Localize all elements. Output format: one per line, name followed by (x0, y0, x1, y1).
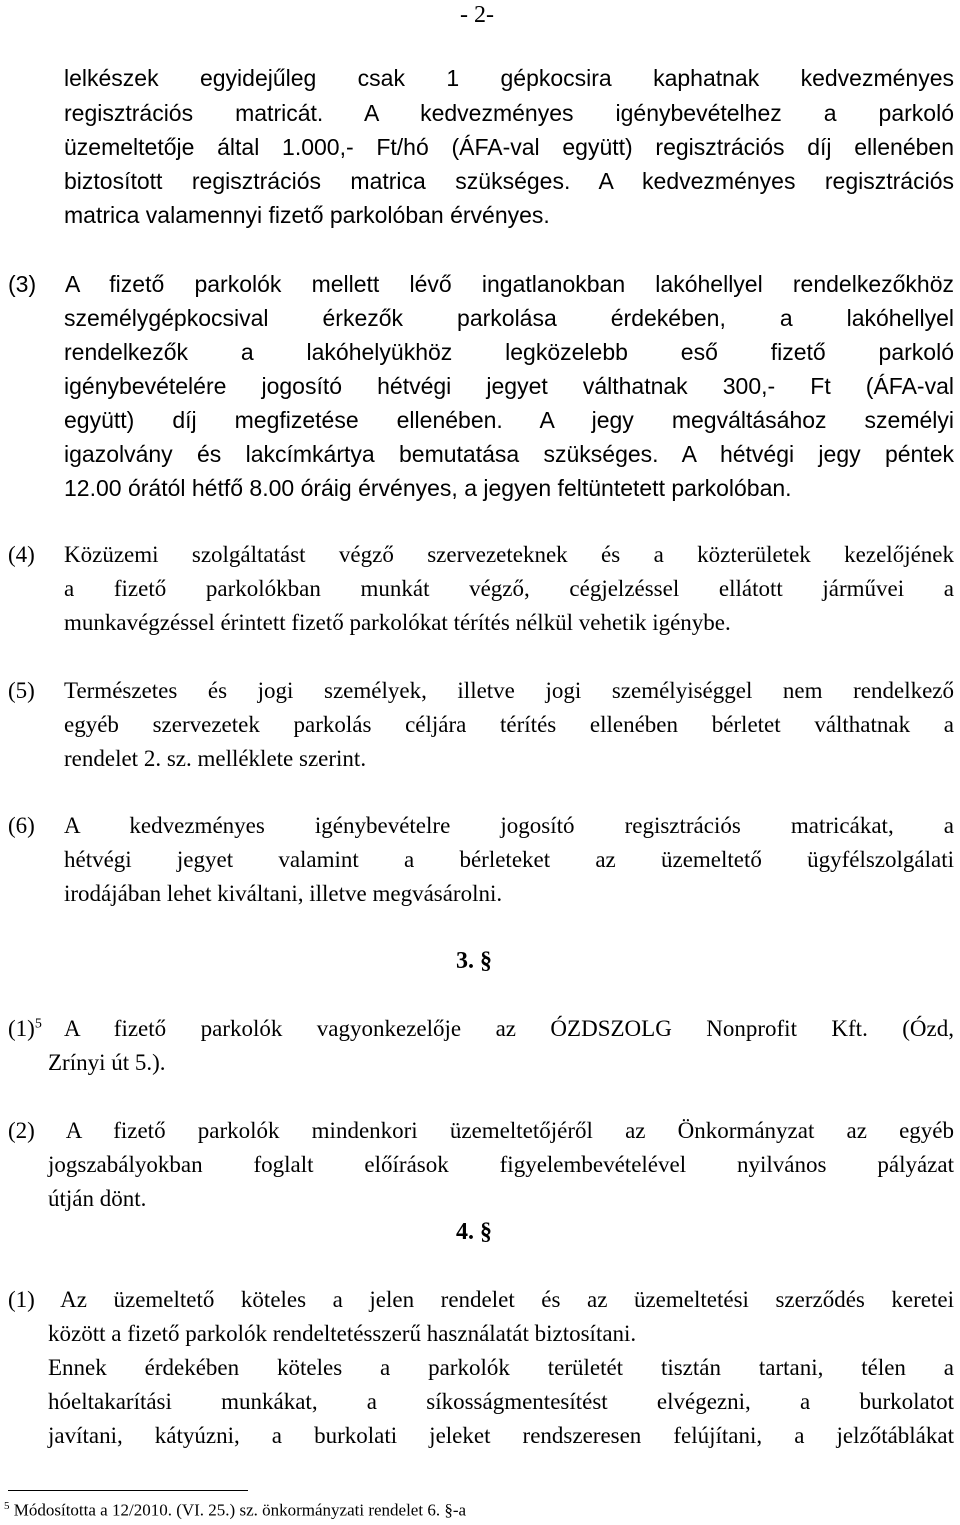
text-line: (1) Az üzemeltető köteles a jelen rendelet és az üzemeltetési szerződés keretei (8, 1287, 954, 1312)
text-line: hóeltakarítási munkákat, a síkosságmentesítést elvégezni, a burkolatot (48, 1389, 954, 1414)
text-line: Ennek érdekében köteles a parkolók területét tisztán tartani, télen a (48, 1355, 954, 1380)
text-line: igazolvány és lakcímkártya bemutatása szükséges. A hétvégi jegy péntek (64, 441, 954, 467)
text-line: (3) A fizető parkolók mellett lévő ingatlanokban lakóhellyel rendelkezőkhöz (8, 271, 954, 297)
footnote (4, 1500, 466, 1521)
text-line: személygépkocsival érkezők parkolása érdekében, a lakóhellyel (64, 305, 954, 331)
footnote-number: 5 (4, 1500, 10, 1512)
footnote-reference[interactable]: 5 (34, 1016, 42, 1032)
text-line: jogszabályokban foglalt előírások figyelembevételével nyilvános pályázat (48, 1152, 954, 1177)
text-line: hétvégi jegyet valamint a bérleteket az üzemeltető ügyfélszolgálati (64, 847, 954, 872)
text-line: (2) A fizető parkolók mindenkori üzemeltetőjéről az Önkormányzat az egyéb (8, 1118, 954, 1143)
text-line: irodájában lehet kiváltani, illetve megvásárolni. (64, 881, 503, 906)
text-line: igénybevételére jogosító hétvégi jegyet válthatnak 300,- Ft (ÁFA-val (64, 373, 954, 399)
text-line: rendelkezők a lakóhelyükhöz legközelebb eső fizető parkoló (64, 339, 954, 365)
text-line: javítani, kátyúzni, a burkolati jeleket rendszeresen felújítani, a jelzőtáblákat (48, 1423, 954, 1448)
text-line: rendelet 2. sz. melléklete szerint. (64, 746, 367, 771)
text-line: üzemeltetője által 1.000,- Ft/hó (ÁFA-val együtt) regisztrációs díj ellenében (64, 134, 954, 160)
section-heading: 4. § (456, 1219, 492, 1245)
text-line: között a fizető parkolók rendeltetésszerű használatát biztosítani. (48, 1321, 637, 1346)
text-line: egyéb szervezetek parkolás céljára térítés ellenében bérletet válthatnak a (64, 712, 954, 737)
text-line: együtt) díj megfizetése ellenében. A jegy megváltásához személyi (64, 407, 954, 433)
text-line: biztosított regisztrációs matrica szükséges. A kedvezményes regisztrációs (64, 168, 954, 194)
text-line: Közüzemi szolgáltatást végző szervezeteknek és a közterületek kezelőjének (64, 542, 954, 567)
paragraph-number: $(1)^5$ (8, 1016, 42, 1041)
text-line: Természetes és jogi személyek, illetve jogi személyiséggel nem rendelkező (64, 678, 954, 703)
text-line: lelkészek egyidejűleg csak 1 gépkocsira kaphatnak kedvezményes (64, 65, 954, 91)
footnote-separator (8, 1490, 248, 1491)
page-number: - 2- (460, 2, 494, 28)
footnote-text: Módosította a 12/2010. (VI. 25.) sz. önkormányzati rendelet 6. §-a (13, 1500, 467, 1520)
section-heading: 3. § (456, 948, 492, 974)
text-line: regisztrációs matricát. A kedvezményes igénybevételhez a parkoló (64, 100, 954, 126)
text-line: matrica valamennyi fizető parkolóban érvényes. (64, 202, 550, 228)
paragraph-number: (5) (8, 678, 35, 703)
text-line: útján dönt. (48, 1186, 147, 1211)
paragraph-number: (4) (8, 542, 35, 567)
text-line: a fizető parkolókban munkát végző, cégjelzéssel ellátott járművei a (64, 576, 954, 601)
text-line: A kedvezményes igénybevételre jogosító regisztrációs matricákat, a (64, 813, 954, 838)
text-line: munkavégzéssel érintett fizető parkolókat térítés nélkül vehetik igénybe. (64, 610, 731, 635)
text-line: Zrínyi út 5.). (48, 1050, 166, 1075)
text-line: 12.00 órától hétfő 8.00 óráig érvényes, a jegyen feltüntetett parkolóban. (64, 475, 792, 501)
text-line: A fizető parkolók vagyonkezelője az ÓZDSZOLG Nonprofit Kft. (Ózd, (64, 1016, 954, 1041)
paragraph-number: (6) (8, 813, 35, 838)
